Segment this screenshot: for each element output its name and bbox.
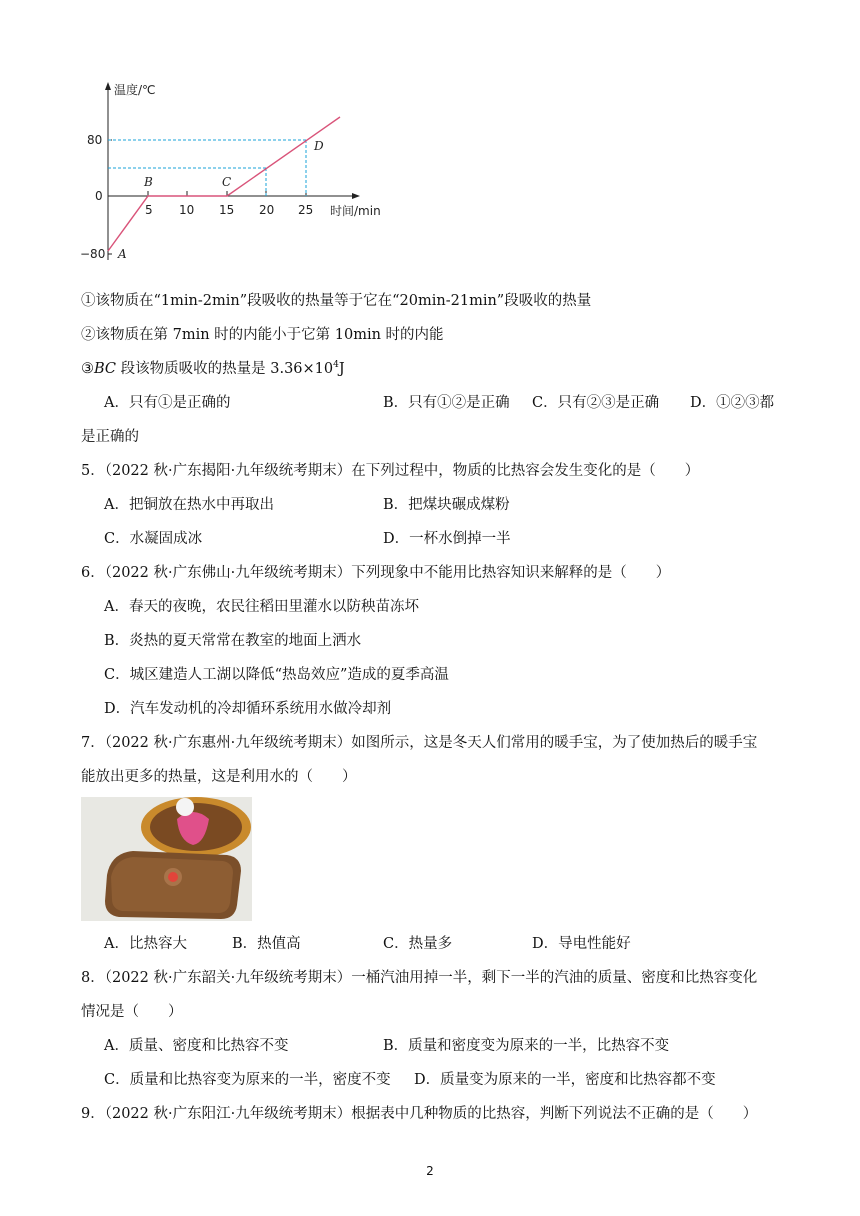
hand-warmer-photo bbox=[81, 797, 252, 921]
point-label-c: C bbox=[222, 175, 232, 189]
q4-statement-1: ①该物质在“1min-2min”段吸收的热量等于它在“20min-21min”段吸收的热量 bbox=[81, 293, 592, 309]
point-label-d: D bbox=[314, 139, 324, 153]
point-label-b: B bbox=[144, 175, 153, 189]
y-axis-label: 温度/℃ bbox=[114, 83, 156, 97]
q5-option-a: A．把铜放在热水中再取出 bbox=[104, 497, 274, 513]
x-tick-20: 20 bbox=[259, 203, 275, 217]
q6-option-d: D．汽车发动机的冷却循环系统用水做冷却剂 bbox=[104, 701, 392, 717]
y-tick-neg80: −80 bbox=[80, 247, 106, 261]
x-tick-5: 5 bbox=[145, 203, 153, 217]
x-axis-label: 时间/min bbox=[330, 204, 381, 218]
q5-option-d: D．一杯水倒掉一半 bbox=[383, 531, 511, 547]
q7-option-a: A．比热容大 bbox=[104, 936, 187, 952]
q7-option-b: B．热值高 bbox=[232, 936, 301, 952]
q5-option-c: C．水凝固成冰 bbox=[104, 531, 203, 547]
q4-option-a: A．只有①是正确的 bbox=[104, 395, 231, 411]
q6-option-c: C．城区建造人工湖以降低“热岛效应”造成的夏季高温 bbox=[104, 667, 449, 683]
q6-option-b: B．炎热的夏天常常在教室的地面上洒水 bbox=[104, 633, 362, 649]
q5-stem: 5．（2022 秋·广东揭阳·九年级统考期末）在下列过程中，物质的比热容会发生变化的是（ ） bbox=[81, 463, 700, 479]
q8-stem-line-2: 情况是（ ） bbox=[81, 1004, 183, 1020]
q8-option-d: D．质量变为原来的一半，密度和比热容都不变 bbox=[414, 1072, 716, 1088]
q6-stem: 6．（2022 秋·广东佛山·九年级统考期末）下列现象中不能用比热容知识来解释的是（ ） bbox=[81, 565, 671, 581]
q4-statement-3: ③BC 段该物质吸收的热量是 $3.36\times 10^4J$ bbox=[81, 360, 345, 377]
q8-option-a: A．质量、密度和比热容不变 bbox=[104, 1038, 289, 1054]
x-tick-25: 25 bbox=[298, 203, 314, 217]
q8-stem-line-1: 8．（2022 秋·广东韶关·九年级统考期末）一桶汽油用掉一半，剩下一半的汽油的质量、密度和比热容变化 bbox=[81, 970, 758, 986]
q8-option-c: C．质量和比热容变为原来的一半，密度不变 bbox=[104, 1072, 391, 1088]
q7-stem-line-1: 7．（2022 秋·广东惠州·九年级统考期末）如图所示，这是冬天人们常用的暖手宝，为了使加热后的暖手宝 bbox=[81, 735, 758, 751]
q4-statement-2: ②该物质在第 7min 时的内能小于它第 10min 时的内能 bbox=[81, 327, 444, 343]
q7-stem-line-2: 能放出更多的热量，这是利用水的（ ） bbox=[81, 769, 357, 785]
x-tick-10: 10 bbox=[179, 203, 195, 217]
q4-option-b: B．只有①②是正确 bbox=[383, 395, 510, 411]
q8-option-b: B．质量和密度变为原来的一半，比热容不变 bbox=[383, 1038, 670, 1054]
y-tick-80: 80 bbox=[87, 133, 103, 147]
q7-option-c: C．热量多 bbox=[383, 936, 453, 952]
q4-option-d-continued: 是正确的 bbox=[81, 429, 139, 445]
q5-option-b: B．把煤块碾成煤粉 bbox=[383, 497, 510, 513]
q4-option-c: C．只有②③是正确 bbox=[532, 395, 660, 411]
y-tick-0: 0 bbox=[95, 189, 103, 203]
page-number: 2 bbox=[426, 1164, 434, 1178]
y-axis-arrow bbox=[105, 82, 111, 90]
q7-option-d: D．导电性能好 bbox=[532, 936, 631, 952]
q6-option-a: A．春天的夜晚，农民往稻田里灌水以防秧苗冻坏 bbox=[104, 599, 419, 615]
guide-lines bbox=[108, 140, 306, 196]
temperature-time-graph bbox=[78, 80, 398, 270]
x-axis-arrow bbox=[352, 193, 360, 199]
q9-stem: 9．（2022 秋·广东阳江·九年级统考期末）根据表中几种物质的比热容，判断下列说法不正确的是（ ） bbox=[81, 1106, 758, 1122]
q4-option-d: D．①②③都 bbox=[690, 395, 775, 411]
x-tick-15: 15 bbox=[219, 203, 235, 217]
point-label-a: A bbox=[118, 247, 127, 261]
